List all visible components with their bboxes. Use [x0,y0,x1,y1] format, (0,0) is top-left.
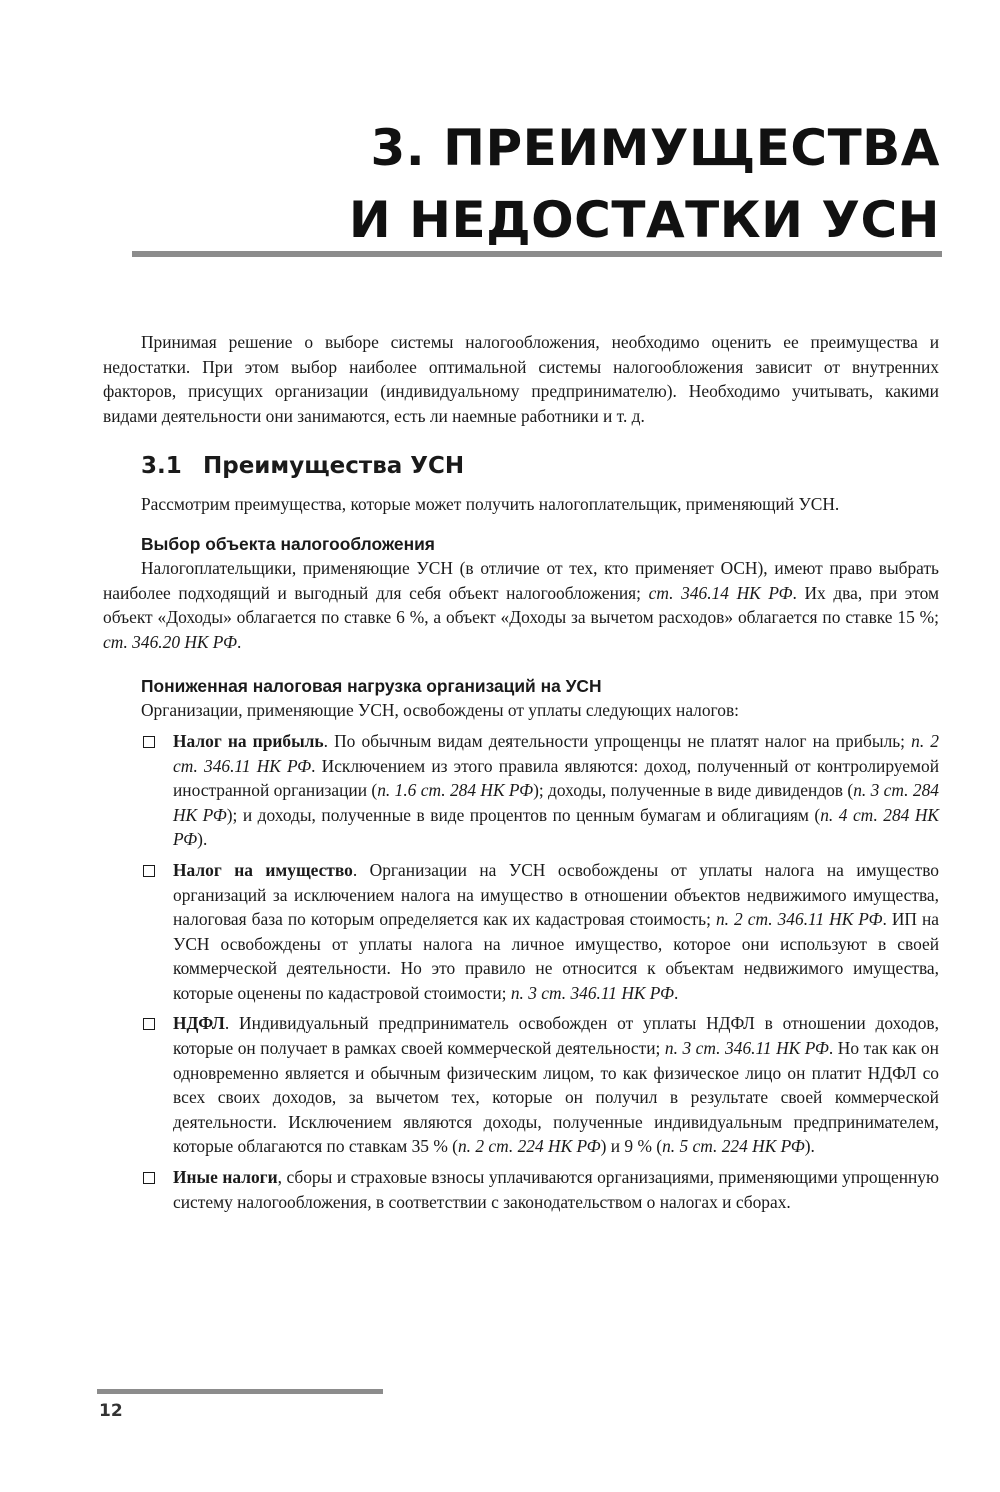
law-reference: п. 3 ст. 284 НК РФ [173,780,939,825]
checkbox-bullet-icon [143,865,155,877]
subheading-object-choice: Выбор объекта налогообложения [141,533,435,554]
intro-paragraph: Принимая решение о выборе системы налогообложения, необходимо оценить ее преимущества и недостатки. При этом выбор наиболее оптимальной системы налогообложения зависит от внутренних факторов, присущих организации (индивидуальному предпринимателю). Необходимо учитывать, какими видами деятельности они занимаются, есть ли наемные работники и т. д. [103,332,939,426]
footer-rule [97,1389,383,1394]
page-number: 12 [99,1401,123,1421]
checkbox-bullet-icon [143,1172,155,1184]
section-heading [141,450,939,482]
law-reference: п. 4 ст. 284 НК РФ [173,804,939,850]
list-item-ndfl: НДФЛ. Индивидуальный предприниматель освобожден от уплаты НДФЛ в отношении доходов, которые он получает в рамках своей коммерческой деятельности; п. 3 ст. 346.11 НК РФ. Но так как он одновременно является и обычным физическим лицом, то как физическое лицо он платит НДФЛ со всех своих доходов, за вычетом тех, которые он получил в результате своей коммерческой деятельности. Исключением являются доходы, полученные индивидуальным предпринимателем, которые облагаются по ставкам 35 % (п. 2 ст. 224 НК РФ) и 9 % (п. 5 ст. 224 НК РФ). [103,1011,939,1159]
bullet-term: Налог на имущество [173,859,353,880]
section-number: 3.1 [141,453,182,480]
law-reference: п. 3 ст. 346.11 НК РФ [664,1038,829,1059]
section-title: Преимущества УСН [203,453,465,480]
checkbox-bullet-icon [143,736,155,748]
title-rule [132,251,942,257]
law-reference: п. 2 ст. 346.11 НК РФ [715,909,883,930]
law-reference: п. 2 ст. 224 НК РФ [457,1136,601,1157]
list-item-other-taxes: Иные налоги, сборы и страховые взносы уплачиваются организациями, применяющими упрощенную систему налогообложения, в соответствии с законодательством о налогах и сборах. [103,1165,939,1214]
page-content [103,330,939,1220]
subheading-reduced-tax: Пониженная налоговая нагрузка организаций на УСН [141,676,602,697]
reduced-tax-lead: Организации, применяющие УСН, освобождены от уплаты следующих налогов: [141,700,739,721]
law-reference: п. 1.6 ст. 284 НК РФ [377,780,534,801]
law-reference: ст. 346.14 НК РФ [648,582,793,603]
law-reference: п. 3 ст. 346.11 НК РФ [510,982,674,1003]
bullet-term: НДФЛ [173,1013,225,1034]
law-reference: п. 2 ст. 346.11 НК РФ [173,730,939,776]
checkbox-bullet-icon [143,1018,155,1030]
object-choice-paragraph: Налогоплательщики, применяющие УСН (в отличие от тех, кто применяет ОСН), имеют право выбрать наиболее подходящий и выгодный для себя объект налогообложения; ст. 346.14 НК РФ. Их два, при этом объект «Доходы» облагается по ставке 6 %, а объект «Доходы за вычетом расходов» облагается по ставке 15 %; ст. 346.20 НК РФ. [103,557,939,652]
bullet-term: Иные налоги [173,1167,278,1188]
chapter-title [349,112,940,256]
chapter-title-line1: 3. ПРЕИМУЩЕСТВА [370,119,940,177]
list-item-profit-tax: Налог на прибыль. По обычным видам деятельности упрощенцы не платят налог на прибыль; п. 2 ст. 346.11 НК РФ. Исключением из этого правила являются: доход, полученный от контролируемой иностранной организации (п. 1.6 ст. 284 НК РФ); доходы, полученные в виде дивидендов (п. 3 ст. 284 НК РФ); и доходы, полученные в виде процентов по ценным бумагам и облигациям (п. 4 ст. 284 НК РФ). [103,729,939,852]
chapter-title-line2: И НЕДОСТАТКИ УСН [348,191,940,249]
list-item-property-tax: Налог на имущество. Организации на УСН освобождены от уплаты налога на имущество организаций за исключением налога на имущество в отношении объектов недвижимого имущества, налоговая база по которым определяется как их кадастровая стоимость; п. 2 ст. 346.11 НК РФ. ИП на УСН освобождены от уплаты налога на личное имущество, которое они используют в своей коммерческой деятельности. Но это правило не относится к объектам недвижимого имущества, которые оценены по кадастровой стоимости; п. 3 ст. 346.11 НК РФ. [103,858,939,1006]
law-reference: п. 5 ст. 224 НК РФ [662,1136,805,1157]
law-reference: ст. 346.20 НК РФ [103,631,237,652]
bullet-term: Налог на прибыль [173,730,324,751]
tax-exemption-list [103,729,939,1214]
section-intro: Рассмотрим преимущества, которые может получить налогоплательщик, применяющий УСН. [141,494,840,515]
